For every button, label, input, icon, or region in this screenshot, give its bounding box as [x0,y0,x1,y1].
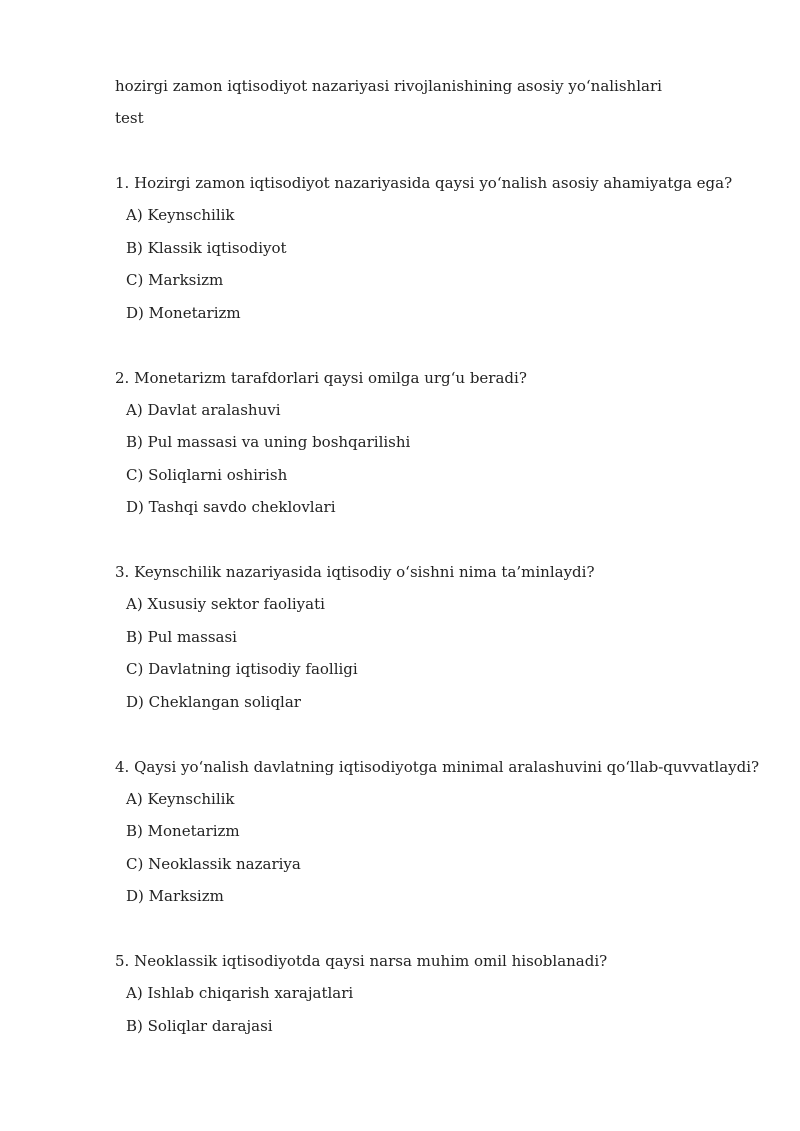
answer-option-c: C) Neoklassik nazariya [126,854,301,873]
answer-option-b: B) Soliqlar darajasi [126,1016,273,1035]
answer-options [115,594,740,712]
question-3 [115,562,740,712]
answer-option-a: A) Keynschilik [126,206,235,224]
question-text: 3. Keynschilik nazariyasida iqtisodiy o‘sishni nima ta’minlaydi? [115,563,595,581]
document-title: hozirgi zamon iqtisodiyot nazariyasi rivojlanishining asosiy yo‘nalishlari [115,77,662,95]
answer-option-a: A) Keynschilik [126,789,235,808]
document-subtitle: test [115,109,144,127]
question-4 [115,757,760,907]
question-text: 1. Hozirgi zamon iqtisodiyot nazariyasida qaysi yo‘nalish asosiy ahamiyatga ega? [115,174,733,192]
answer-option-b: B) Klassik iqtisodiyot [126,238,287,257]
question-text: 4. Qaysi yo‘nalish davlatning iqtisodiyotga minimal aralashuvini qo‘llab-quvvatlaydi? [115,757,760,776]
answer-option-b: B) Pul massasi va uning boshqarilishi [126,433,411,451]
answer-option-c: C) Davlatning iqtisodiy faolligi [126,660,358,678]
answer-option-a: A) Xususiy sektor faoliyati [126,595,325,613]
answer-option-b: B) Pul massasi [126,627,237,646]
answer-option-c: C) Soliqlarni oshirish [126,465,288,484]
answer-option-a: A) Davlat aralashuvi [126,400,281,419]
answer-option-d: D) Cheklangan soliqlar [126,692,301,711]
question-5 [115,951,740,1036]
answer-options [115,983,740,1036]
answer-option-d: D) Monetarizm [126,303,241,322]
answer-option-a: A) Ishlab chiqarish xarajatlari [126,984,354,1002]
question-text: 2. Monetarizm tarafdorlari qaysi omilga urg‘u beradi? [115,368,527,387]
question-text: 5. Neoklassik iqtisodiyotda qaysi narsa muhim omil hisoblanadi? [115,952,608,970]
answer-option-d: D) Tashqi savdo cheklovlari [126,498,336,516]
answer-option-d: D) Marksizm [126,887,224,905]
answer-option-c: C) Marksizm [126,271,224,289]
answer-options [115,789,740,907]
answer-option-b: B) Monetarizm [126,822,240,840]
answer-options [115,400,740,518]
question-2 [115,368,740,518]
question-1 [115,173,740,323]
answer-options [115,205,740,323]
